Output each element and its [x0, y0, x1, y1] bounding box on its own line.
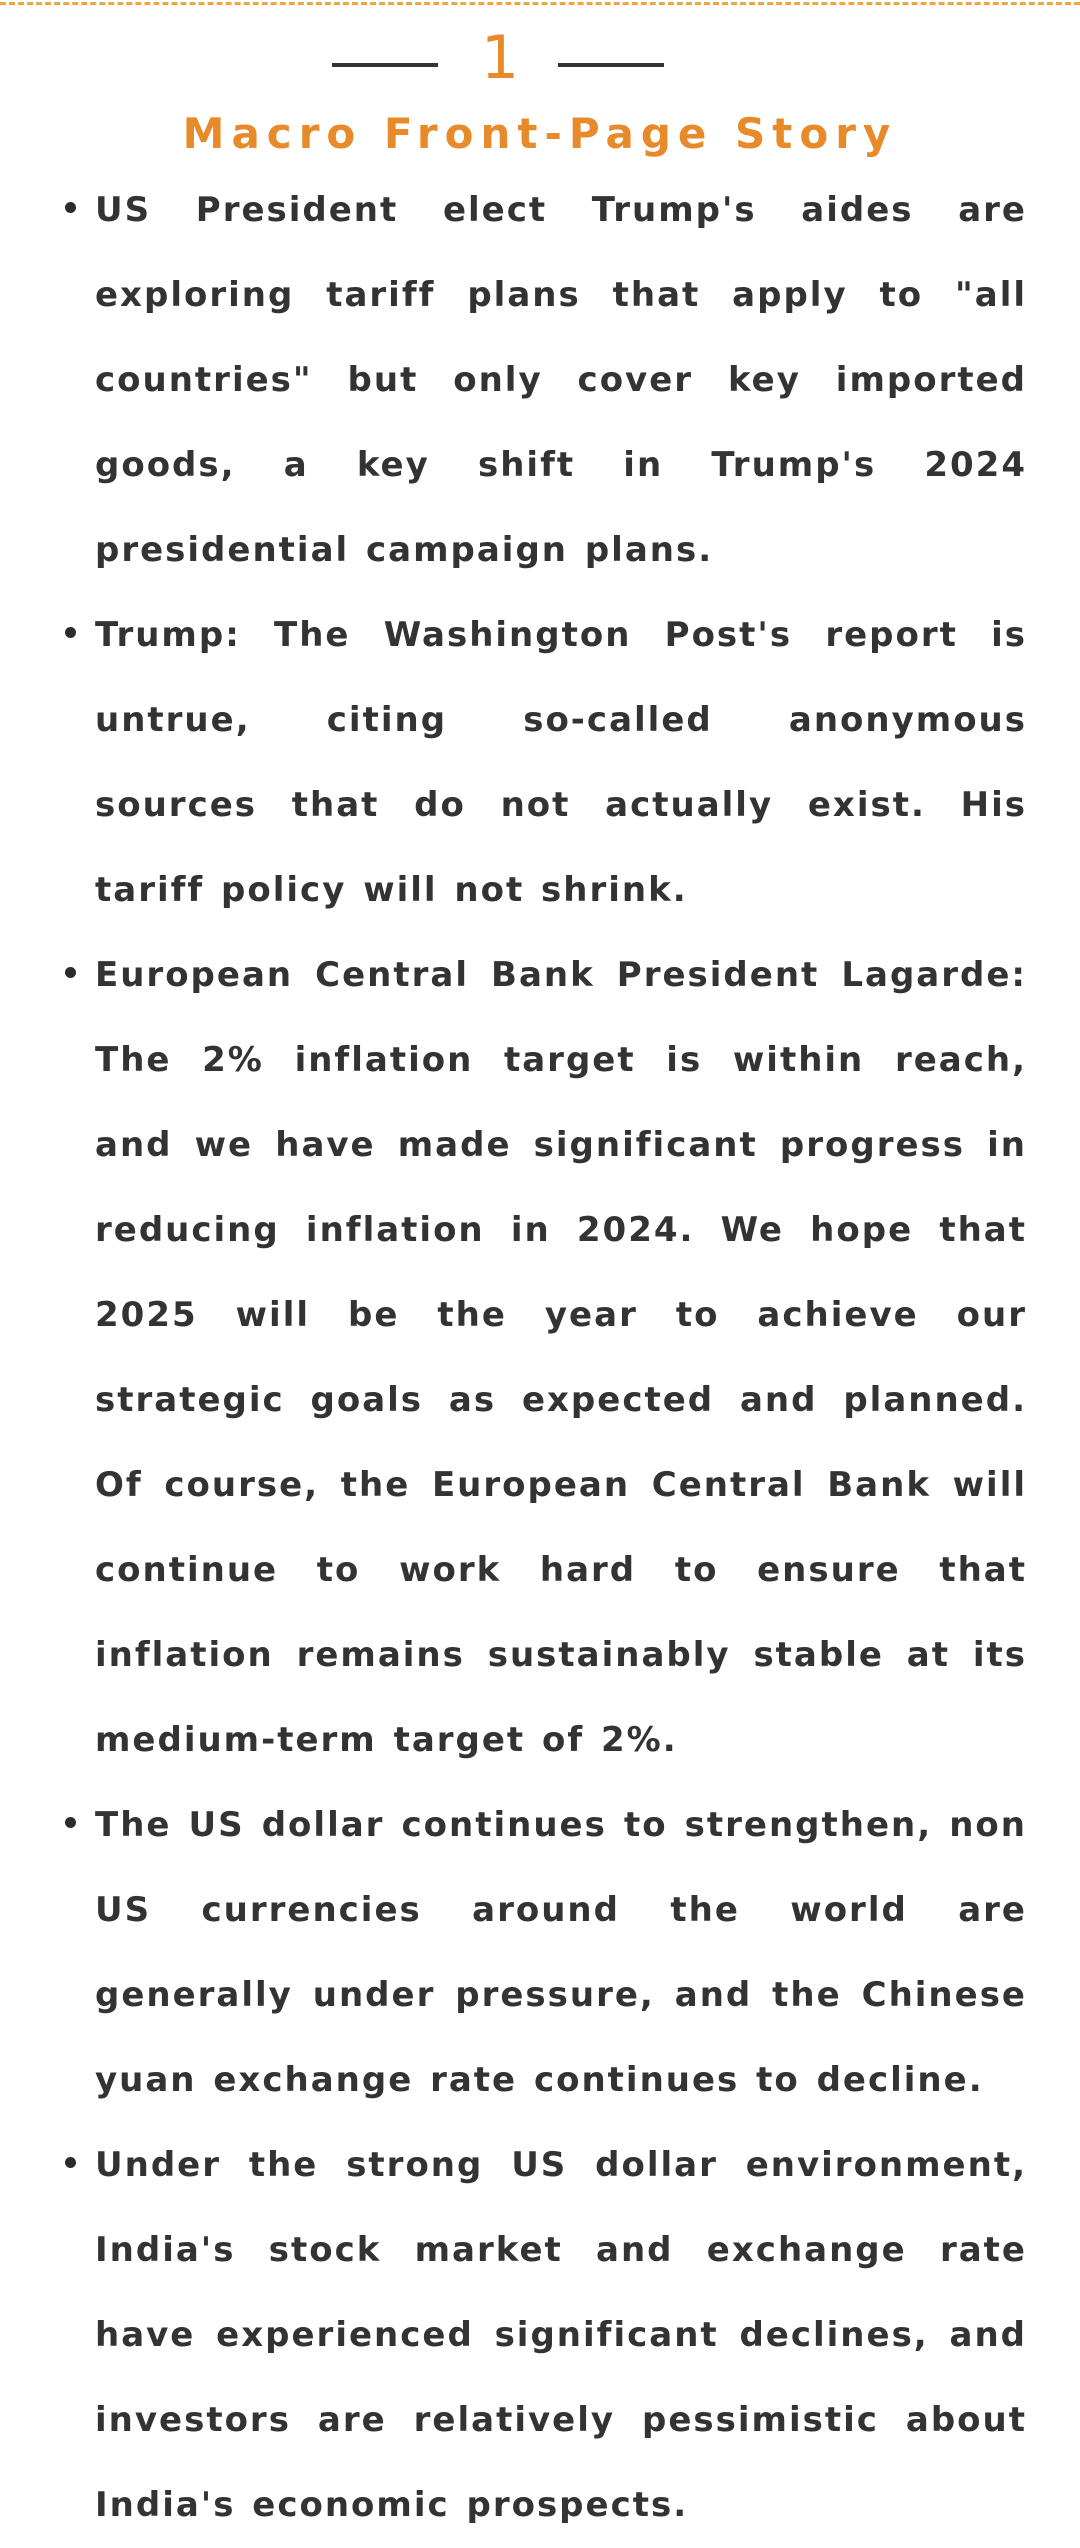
bullet-icon [65, 1817, 76, 1828]
bullet-icon [65, 627, 76, 638]
section-title: Macro Front-Page Story [182, 109, 898, 158]
story-text: Trump: The Washington Post's report is untrue, citing so-called anonymous sources that do not actually exist. His tariff policy will not shrink. [95, 615, 1027, 910]
story-text: US President elect Trump's aides are exploring tariff plans that apply to "all countries" but only cover key imported goods, a key shift in Trump's 2024 presidential campaign plans. [95, 190, 1027, 570]
story-list [95, 168, 1027, 2548]
story-item [95, 933, 1027, 1783]
heading-rule-right [558, 63, 664, 67]
section-heading [0, 18, 1080, 158]
story-item [95, 168, 1027, 593]
heading-rule-left [332, 63, 438, 67]
section-number: 1 [480, 23, 520, 93]
bullet-icon [65, 967, 76, 978]
bullet-icon [65, 202, 76, 213]
story-item [95, 1783, 1027, 2123]
story-item [95, 593, 1027, 933]
story-text: The US dollar continues to strengthen, non US currencies around the world are generally under pressure, and the Chinese yuan exchange rate continues to decline. [95, 1805, 1027, 2100]
story-item [95, 2123, 1027, 2548]
story-text: Under the strong US dollar environment, India's stock market and exchange rate have experienced significant declines, and investors are relatively pessimistic about India's economic prospects. [95, 2145, 1027, 2525]
top-dashed-border [0, 2, 1080, 5]
bullet-icon [65, 2157, 76, 2168]
story-text: European Central Bank President Lagarde: The 2% inflation target is within reach, and we have made significant progress in reducing inflation in 2024. We hope that 2025 will be the year to achieve our strategic goals as expected and planned. Of course, the European Central Bank will continue to work hard to ensure that inflation remains sustainably stable at its medium-term target of 2%. [95, 955, 1027, 1760]
